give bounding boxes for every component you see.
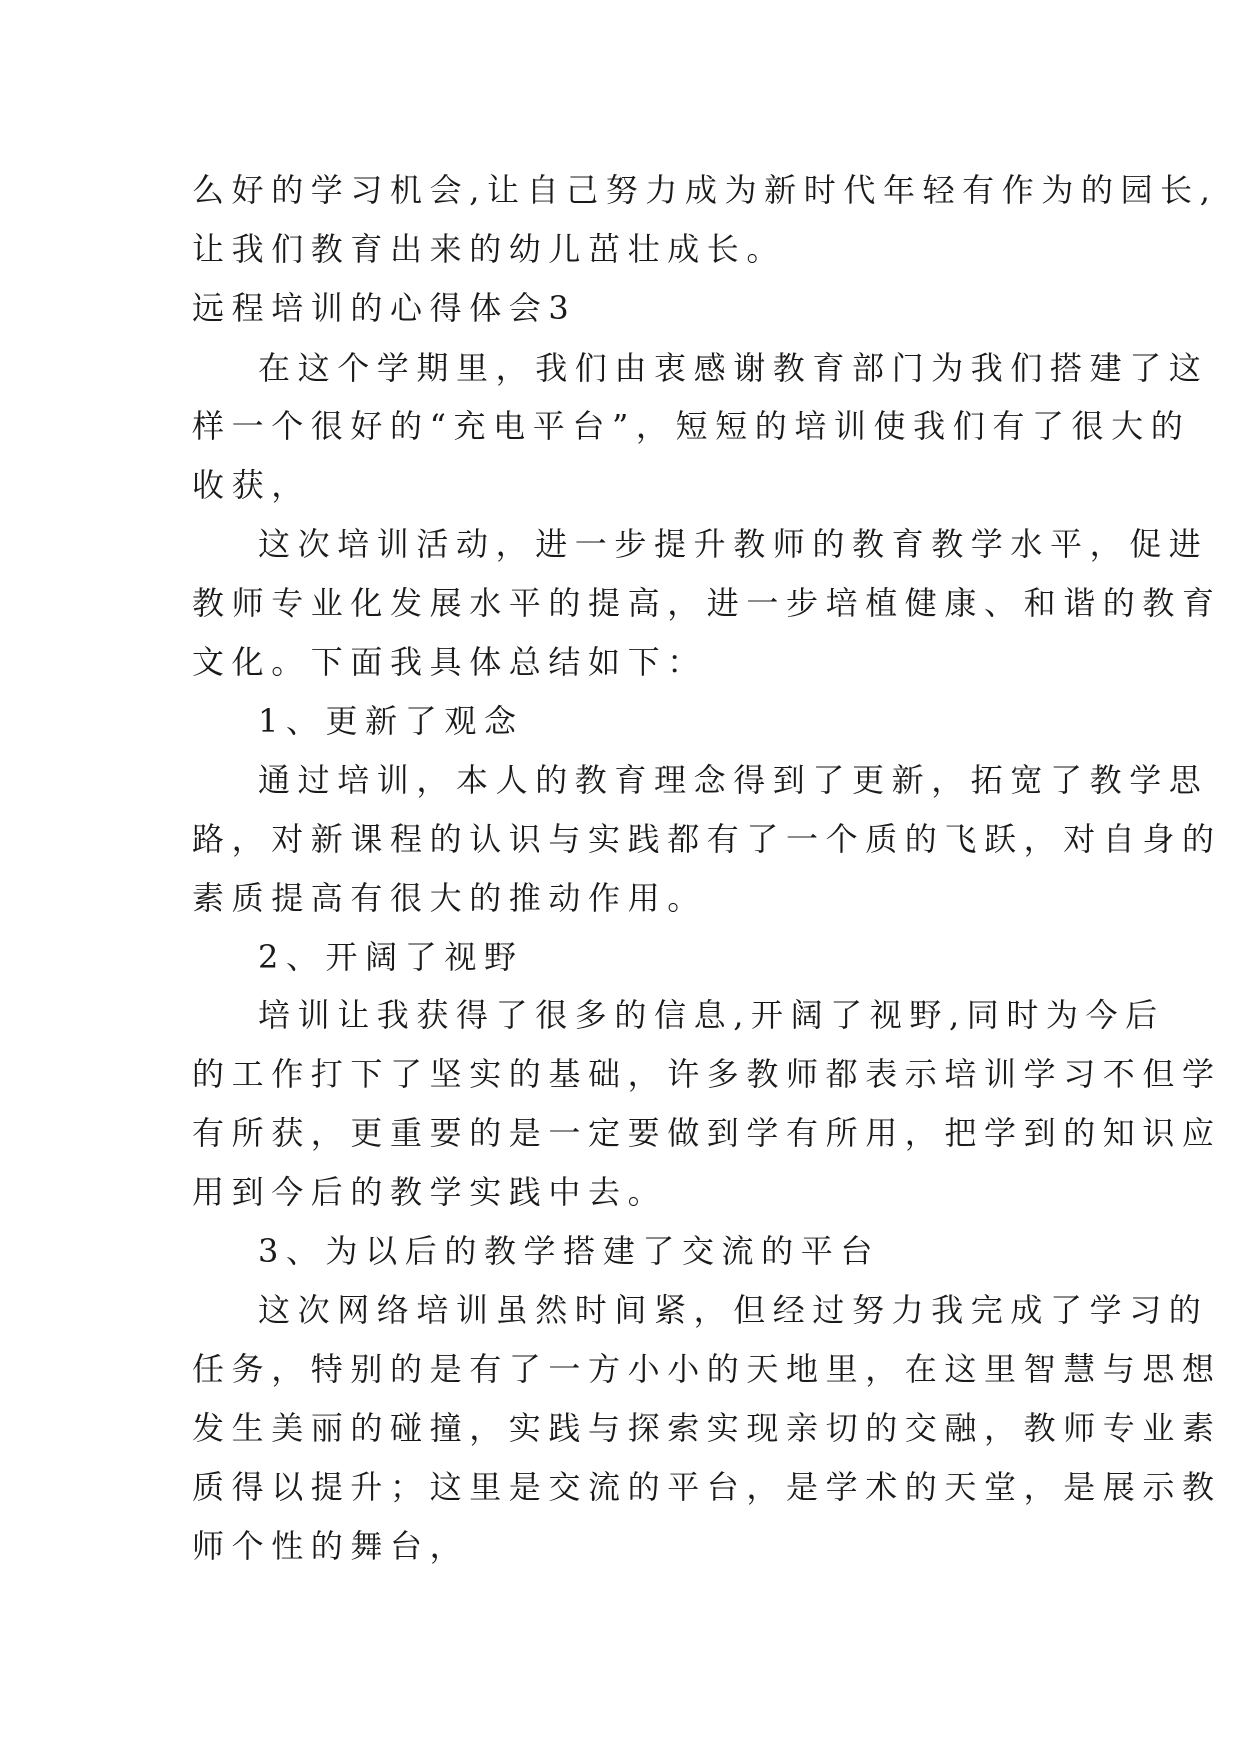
text-line: 这次网络培训虽然时间紧，但经过努力我完成了学习的 [258,1291,1209,1329]
text-line: 质得以提升；这里是交流的平台，是学术的天堂，是展示教 [192,1468,1222,1506]
text-line: 教师专业化发展水平的提高，进一步培植健康、和谐的教育 [192,584,1222,622]
subheading: 3、为以后的教学搭建了交流的平台 [258,1232,880,1270]
section-heading: 远程培训的心得体会3 [192,289,577,327]
text-line: 通过培训，本人的教育理念得到了更新，拓宽了教学思 [258,761,1209,799]
text-line: 师个性的舞台， [192,1527,470,1565]
text-line: 任务，特别的是有了一方小小的天地里，在这里智慧与思想 [192,1350,1222,1388]
text-line: 样一个很好的“充电平台”，短短的培训使我们有了很大的 [192,407,1191,445]
subheading: 1、更新了观念 [258,702,524,740]
text-line: 在这个学期里，我们由衷感谢教育部门为我们搭建了这 [258,349,1209,387]
text-line: 让我们教育出来的幼儿茁壮成长。 [192,230,787,268]
text-line: 用到今后的教学实践中去。 [192,1173,668,1211]
subheading: 2、开阔了视野 [258,938,524,976]
text-line: 素质提高有很大的推动作用。 [192,879,707,917]
text-line: 发生美丽的碰撞，实践与探索实现亲切的交融，教师专业素 [192,1409,1222,1447]
text-line: 的工作打下了坚实的基础，许多教师都表示培训学习不但学 [192,1055,1222,1093]
text-line: 么好的学习机会,让自己努力成为新时代年轻有作为的园长, [192,171,1218,209]
text-line: 培训让我获得了很多的信息,开阔了视野,同时为今后 [258,996,1165,1034]
text-line: 收获， [192,466,311,504]
text-line: 路，对新课程的认识与实践都有了一个质的飞跃，对自身的 [192,820,1222,858]
text-line: 有所获，更重要的是一定要做到学有所用，把学到的知识应 [192,1114,1222,1152]
text-line: 文化。下面我具体总结如下： [192,643,707,681]
text-line: 这次培训活动，进一步提升教师的教育教学水平，促进 [258,525,1209,563]
